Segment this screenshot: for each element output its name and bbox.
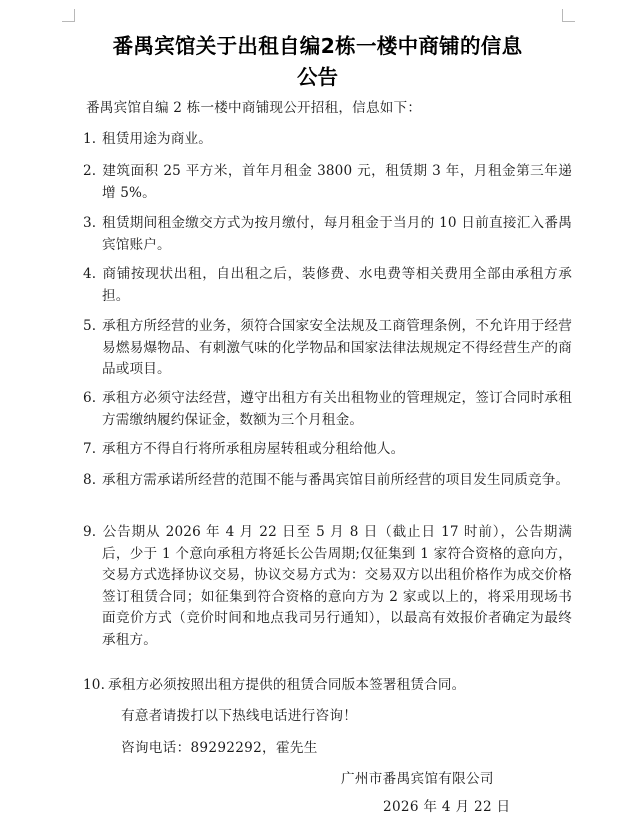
list-item [83,439,572,461]
item-text: 商铺按现状出租，自出租之后，装修费、水电费等相关费用全部由承租方承担。 [102,266,572,304]
list-item [83,675,578,697]
item-number: 1. [83,131,97,147]
item-text: 租赁期间租金缴交方式为按月缴付，每月租金于当月的 10 日前直接汇入番禺宾馆账户。 [102,215,572,253]
intro-paragraph: 番禺宾馆自编 2 栋一楼中商铺现公开招租，信息如下： [86,100,422,116]
issue-date: 2026 年 4 月 22 日 [383,799,511,815]
item-number: 2. [83,163,97,179]
list-item [83,129,572,151]
item-number: 10. [83,677,106,693]
item-number: 6. [83,390,97,406]
item-number: 9. [83,524,97,540]
item-text: 承租方必须守法经营，遵守出租方有关出租物业的管理规定，签订合同时承租方需缴纳履约保证金，数额为三个月租金。 [102,390,572,428]
item-number: 8. [83,472,97,488]
item-text: 建筑面积 25 平方米，首年月租金 3800 元，租赁期 3 年，月租金第三年递增 5%。 [102,163,572,201]
item-text: 公告期从 2026 年 4 月 22 日至 5 月 8 日（截止日 17 时前），公告期满后，少于 1 个意向承租方将延长公告周期;仅征集到 1 家符合资格的意向方，交易方式选择协议交易，协议交易方式为：交易双方以出租价格作为成交价格签订租赁合同；如征集到符合资格的意向方为 2 家或以上的，将采用现场书面竞价方式（竞价时间和地点我司另行通知），以最高有效报价者确定为最终承租方。 [102,524,572,648]
item-number: 5. [83,318,97,334]
list-item [83,213,572,256]
item-text: 承租方必须按照出租方提供的租赁合同版本签署租赁合同。 [108,677,466,693]
notice-title: 番禺宾馆关于出租自编2栋一楼中商铺的信息 [112,34,523,58]
list-item [83,316,572,381]
list-item [83,264,572,307]
list-item [83,388,572,431]
page-corner-mark-right [562,9,575,22]
item-number: 4. [83,266,97,282]
list-item [83,470,572,492]
notice-title-continued: 公告 [297,65,338,89]
hotline-note: 有意者请拨打以下热线电话进行咨询！ [121,708,358,724]
item-text: 承租方所经营的业务，须符合国家安全法规及工商管理条例，不允许用于经营易燃易爆物品、有刺激气味的化学物品和国家法律法规规定不得经营生产的商品或项目。 [102,318,572,377]
list-item [83,522,572,651]
item-text: 租赁用途为商业。 [102,131,212,147]
list-item [83,161,572,204]
contact-phone: 咨询电话：89292292，霍先生 [121,740,318,756]
item-number: 7. [83,441,97,457]
item-number: 3. [83,215,97,231]
page-corner-mark-left [62,9,75,22]
item-text: 承租方需承诺所经营的范围不能与番禺宾馆目前所经营的项目发生同质竞争。 [102,472,570,488]
item-text: 承租方不得自行将所承租房屋转租或分租给他人。 [102,441,405,457]
issuer-company: 广州市番禺宾馆有限公司 [341,771,494,787]
